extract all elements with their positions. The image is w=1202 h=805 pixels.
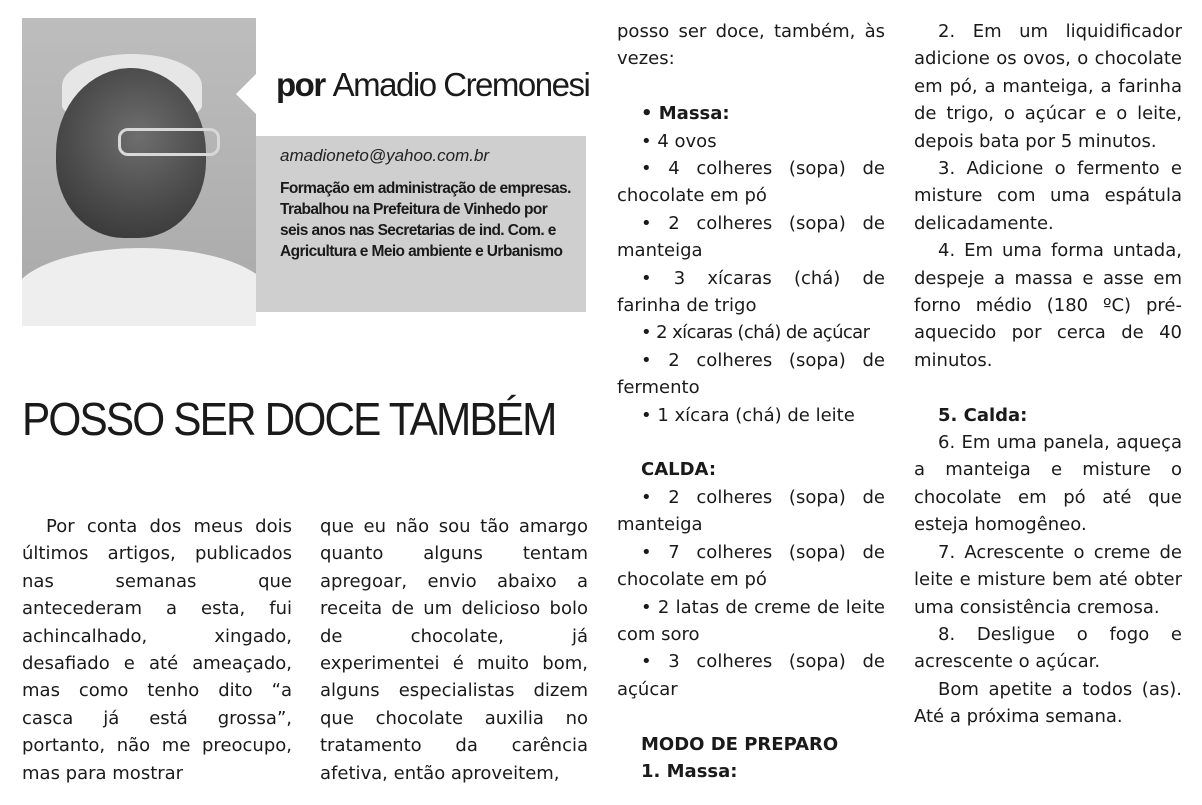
byline-notch — [236, 72, 258, 116]
article-headline: POSSO SER DOCE TAMBÉM — [22, 393, 556, 445]
byline-prefix: por — [276, 66, 325, 103]
article-paragraph: Por conta dos meus dois últimos artigos, publicados nas semanas que antecederam a esta, fui achincalhado, xingado, desafiado e até ameaçado, mas como tenho dito “a casca já está grossa”, portanto, não me preocupo, mas para mostrar — [22, 516, 292, 784]
closing-line: Bom apetite a todos (as). Até a próxima semana. — [914, 678, 1182, 728]
calda-title: CALDA: — [641, 459, 717, 481]
recipe-steps-column — [914, 18, 1182, 731]
ingredient-item: • 4 colheres (sopa) de chocolate em pó — [617, 158, 885, 207]
ingredient-item: • 7 colheres (sopa) de chocolate em pó — [617, 541, 885, 591]
author-glasses — [118, 128, 220, 156]
author-bio-box — [256, 136, 586, 312]
ingredient-item: • 3 colheres (sopa) de açúcar — [617, 651, 885, 700]
author-shirt — [22, 248, 256, 326]
author-photo — [22, 18, 256, 326]
author-bio: Formação em administração de empresas. Trabalhou na Prefeitura de Vinhedo por seis anos nas Secretarias de ind. Com. e Agricultura e Meio ambiente e Urbanismo — [280, 180, 571, 260]
ingredient-item: • 2 colheres (sopa) de manteiga — [617, 486, 885, 536]
ingredient-item: • 3 xícaras (chá) de farinha de trigo — [617, 267, 885, 317]
calda-step-title: 5. Calda: — [938, 404, 1028, 426]
author-name: Amadio Cremonesi — [332, 66, 590, 103]
recipe-step: 4. Em uma forma untada, despeje a massa e asse em forno médio (180 ºC) pré-aquecido por cerca de 40 minutos. — [914, 240, 1182, 371]
recipe-intro: posso ser doce, também, às vezes: — [617, 21, 885, 70]
article-column-1 — [22, 513, 292, 787]
byline — [276, 66, 589, 104]
article-column-2 — [320, 513, 588, 787]
ingredient-item: • 2 colheres (sopa) de fermento — [617, 349, 885, 399]
recipe-step: 2. Em um liquidificador adicione os ovos, o chocolate em pó, a manteiga, a farinha de trigo, o açúcar e o leite, depois bata por 5 minutos. — [914, 21, 1182, 152]
recipe-step: 3. Adicione o fermento e misture com uma espátula delicadamente. — [914, 158, 1182, 234]
ingredient-item: • 2 colheres (sopa) de manteiga — [617, 212, 885, 262]
ingredient-item: • 4 ovos — [641, 130, 717, 152]
ingredient-item: • 1 xícara (chá) de leite — [641, 404, 855, 426]
author-email: amadioneto@yahoo.com.br — [280, 146, 490, 165]
article-paragraph: que eu não sou tão amargo quanto alguns tentam apregoar, envio abaixo a receita de um delicioso bolo de chocolate, já experimentei é muito bom, alguns especialistas dizem que chocolate auxilia no tratamento da carência afetiva, então aproveitem, — [320, 516, 588, 784]
preparo-title: MODO DE PREPARO — [641, 733, 839, 755]
ingredient-item: • 2 latas de creme de leite com soro — [617, 596, 885, 645]
recipe-step: 8. Desligue o fogo e acrescente o açúcar. — [914, 623, 1182, 673]
recipe-step: 6. Em uma panela, aqueça a manteiga e misture o chocolate em pó até que esteja homogêneo. — [914, 432, 1182, 536]
recipe-ingredients-column — [617, 18, 885, 785]
ingredient-item: • 2 xícaras (chá) de açúcar — [641, 322, 870, 344]
recipe-step: 7. Acrescente o creme de leite e misture bem até obter uma consistência cremosa. — [914, 541, 1182, 618]
preparo-subtitle: 1. Massa: — [641, 760, 738, 782]
massa-title: • Massa: — [641, 103, 730, 125]
